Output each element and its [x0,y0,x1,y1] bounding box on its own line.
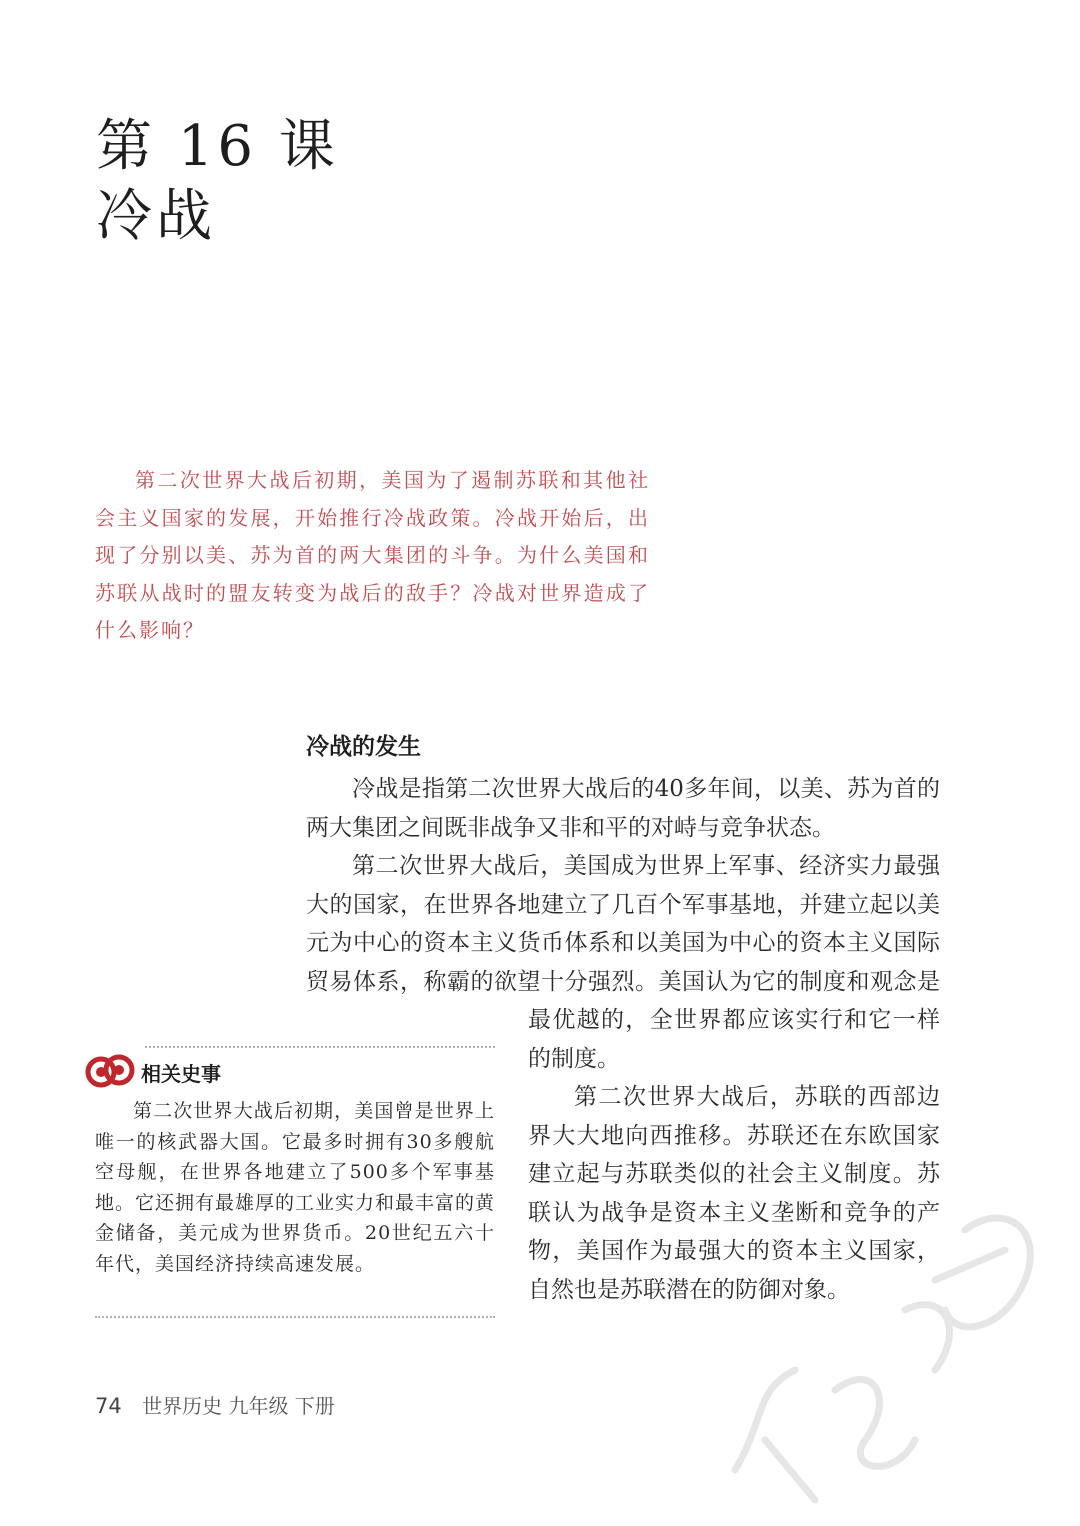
intro-text: 第二次世界大战后初期，美国为了遏制苏联和其他社会主义国家的发展，开始推行冷战政策。冷战开始后，出现了分别以美、苏为首的两大集团的斗争。为什么美国和苏联从战时的盟友转变为战后的敌手？冷战对世界造成了什么影响？ [95,468,650,642]
page-number: 74 [95,1394,122,1418]
sidebar-top-divider [145,1046,495,1048]
intro-paragraph [95,462,650,650]
section-heading: 冷战的发生 [306,734,421,760]
sidebar-title: 相关史事 [141,1062,221,1086]
body-paragraph-1: 冷战是指第二次世界大战后的40多年间，以美、苏为首的两大集团之间既非战争又非和平的对峙与竞争状态。 [306,776,940,841]
body-paragraph-3: 第二次世界大战后，苏联的西部边界大大地向西推移。苏联还在东欧国家建立起与苏联类似的社会主义制度。苏联认为战争是资本主义垄断和竞争的产物，美国作为最强大的资本主义国家，自然也是苏联潜在的防御对象。 [528,1084,940,1303]
sidebar-bottom-divider [95,1316,495,1318]
lesson-title [96,112,339,252]
lesson-name: 冷战 [96,184,216,249]
related-events-swirl-icon [85,1050,135,1092]
sidebar-paragraph: 第二次世界大战后初期，美国曾是世界上唯一的核武器大国。它最多时拥有30多艘航空母舰，在世界各地建立了500多个军事基地。它还拥有最雄厚的工业实力和最丰富的黄金储备，美元成为世界货币。20世纪五六十年代，美国经济持续高速发展。 [95,1100,496,1275]
body-paragraph-2: 第二次世界大战后，美国成为世界上军事、经济实力最强大的国家，在世界各地建立了几百个军事基地，并建立起以美元为中心的资本主义货币体系和以美国为中心的资本主义国际贸易体系，称霸的欲望十分强烈。美国认为它的制度和观念是最优越的，全世界都应该实行和它一样的制度。 [306,853,940,1072]
page-footer [95,1390,335,1419]
book-title: 世界历史 九年级 下册 [142,1394,335,1418]
lesson-number: 第 16 课 [96,114,339,179]
sidebar-text [95,1096,495,1279]
